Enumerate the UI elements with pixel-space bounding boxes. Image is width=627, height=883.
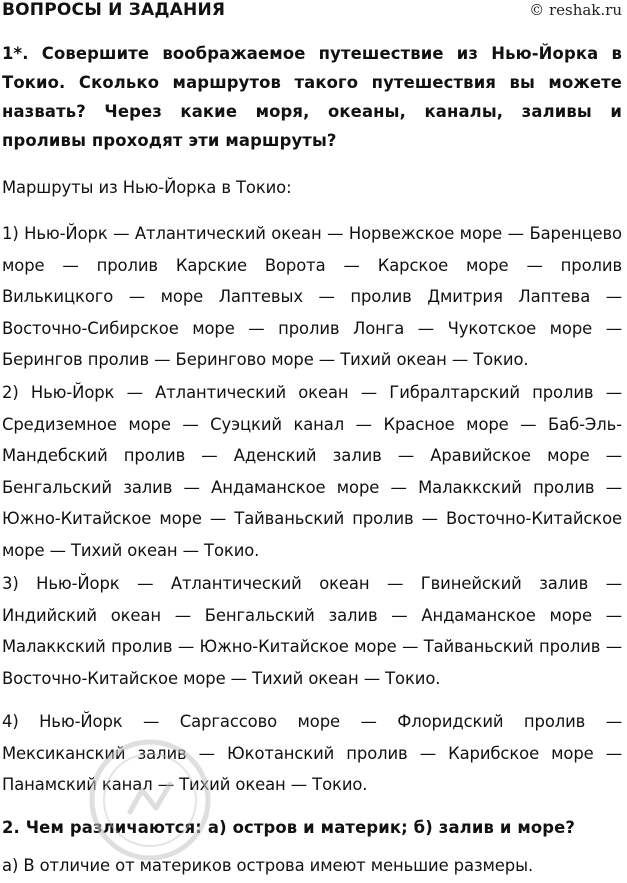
route-4: 4) Нью-Йорк — Саргассово море — Флоридский пролив — Мексиканский залив — Юкотанский пролив — Карибское море — Панамский канал — Тихий океан — Токио. [2,712,622,794]
route-2: 2) Нью-Йорк — Атлантический океан — Гибралтарский пролив — Средиземное море — Суэцкий канал — Красное море — Баб-Эль-Мандебский пролив — Аденский залив — Аравийское море — Бенгальский залив — Андаманское море — Малаккский пролив — Южно-Китайское море — Тайваньский пролив — Восточно-Китайское море — Тихий океан — Токио. [2,383,622,560]
header [2,0,622,22]
route-3: 3) Нью-Йорк — Атлантический океан — Гвинейский залив — Индийский океан — Бенгальский залив — Андаманское море — Малаккский пролив — Южно-Китайское море — Тайваньский пролив — Восточно-Китайское море — Тихий океан — Токио. [2,574,622,688]
question-2: 2. Чем различаются: а) остров и материк; б) залив и море? [2,818,576,837]
site-copyright[interactable]: © reshak.ru [529,1,622,19]
section-title: ВОПРОСЫ И ЗАДАНИЯ [2,0,226,20]
question-1: 1*. Совершите воображаемое путешествие из Нью-Йорка в Токио. Сколько маршрутов такого путешествия вы можете назвать? Через какие моря, океаны, каналы, заливы и проливы проходят эти маршруты? [2,44,622,150]
route-1: 1) Нью-Йорк — Атлантический океан — Норвежское море — Баренцево море — пролив Карские Ворота — Карское море — пролив Вилькицкого — море Лаптевых — пролив Дмитрия Лаптева — Восточно-Сибирское море — пролив Лонга — Чукотское море — Берингов пролив — Берингово море — Тихий океан — Токио. [2,224,622,369]
answer-intro: Маршруты из Нью-Йорка в Токио: [2,178,292,197]
answer-2a: а) В отличие от материков острова имеют меньшие размеры. [2,856,534,875]
